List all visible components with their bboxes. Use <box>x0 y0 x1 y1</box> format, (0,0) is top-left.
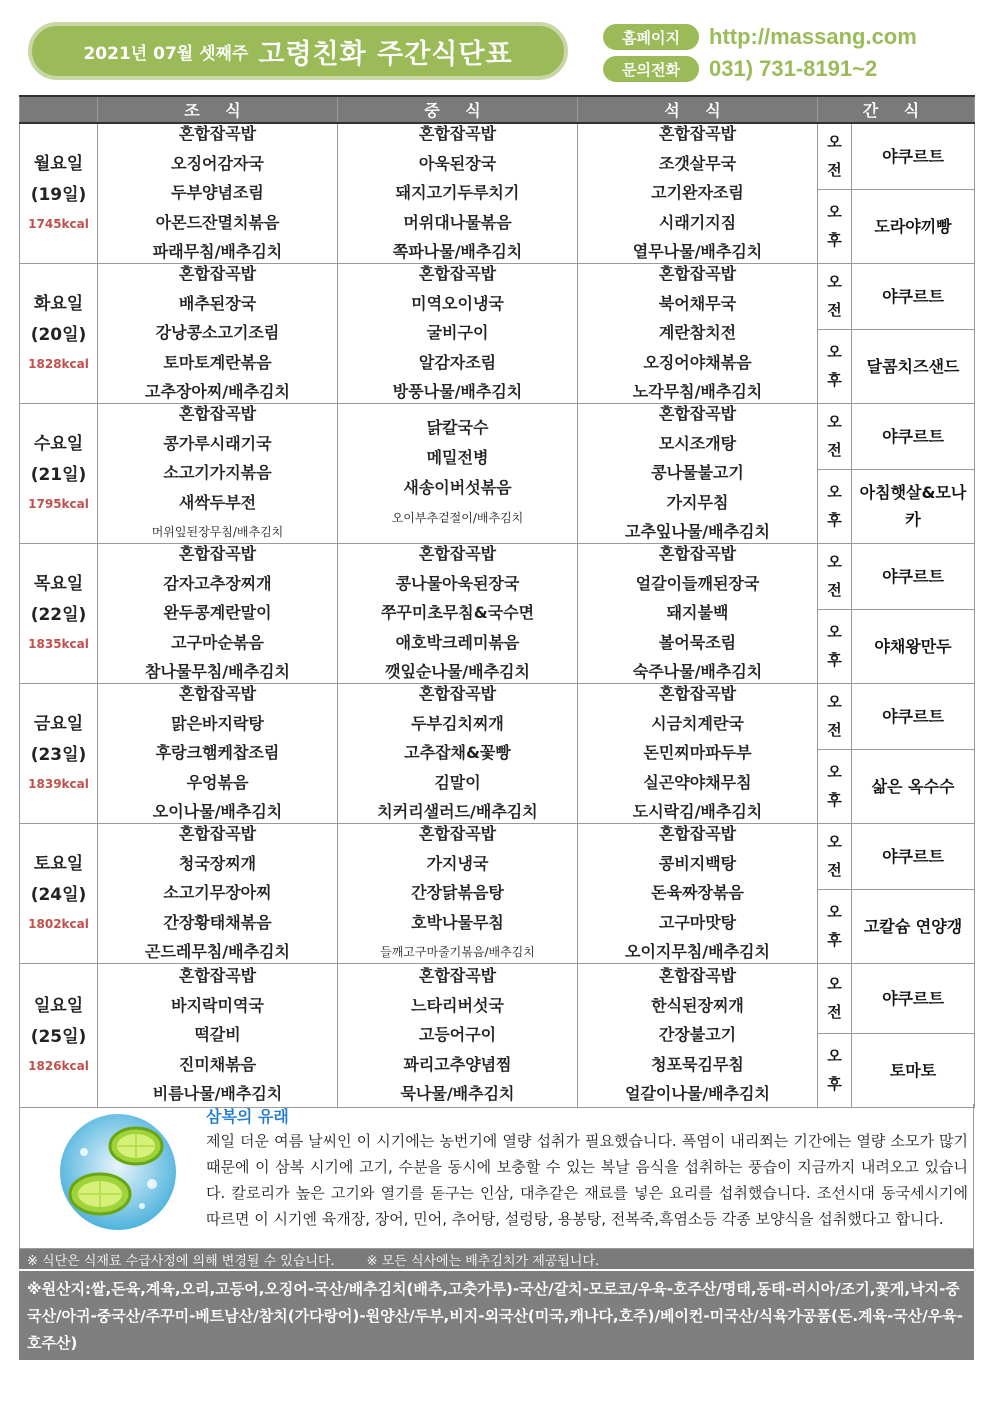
menu-item: 고기완자조림 <box>651 183 744 203</box>
menu-item: 새싹두부전 <box>178 492 257 512</box>
dinner-cell <box>578 543 818 683</box>
menu-item: 혼합잡곡밥 <box>658 404 737 423</box>
menu-item: 혼합잡곡밥 <box>658 544 737 563</box>
time-label-pm: 오 후 <box>818 609 852 683</box>
menu-item: 혼합잡곡밥 <box>178 824 257 843</box>
menu-item: 혼합잡곡밥 <box>178 966 257 985</box>
day-date: (24일) <box>30 885 87 905</box>
time-label-am: 오 전 <box>818 963 852 1033</box>
menu-item: 고구마순볶음 <box>171 632 264 652</box>
lunch-menu <box>338 544 577 682</box>
menu-item: 북어채무국 <box>658 293 737 313</box>
menu-item: 간장불고기 <box>658 1025 737 1044</box>
lunch-cell <box>338 543 578 683</box>
snack-am: 야쿠르트 <box>852 963 975 1033</box>
day-date: (19일) <box>30 185 87 206</box>
breakfast-cell <box>98 263 338 403</box>
menu-item: 혼합잡곡밥 <box>418 544 497 563</box>
menu-item: 맑은바지락탕 <box>171 713 264 733</box>
dinner-menu <box>578 684 817 822</box>
lunch-menu <box>338 264 577 402</box>
menu-item: 혼합잡곡밥 <box>418 824 497 843</box>
menu-item: 콩가루시래기국 <box>163 433 272 453</box>
menu-item: 쭈꾸미초무침&국수면 <box>380 603 535 622</box>
dinner-cell <box>578 823 818 963</box>
menu-item: 치커리샐러드/배추김치 <box>377 802 538 821</box>
menu-item: 혼합잡곡밥 <box>418 684 497 703</box>
day-date: (22일) <box>30 605 87 625</box>
snack-pm: 아침햇살&모나카 <box>852 469 975 543</box>
menu-item: 고추잎나물/배추김치 <box>625 522 770 541</box>
day-name: 수요일 <box>33 434 84 454</box>
menu-item: 고구마맛탕 <box>658 912 737 932</box>
lunch-cell <box>338 683 578 823</box>
lunch-cell <box>338 963 578 1107</box>
snack-am: 야쿠르트 <box>852 543 975 609</box>
menu-item: 묵나물/배추김치 <box>400 1084 515 1103</box>
day-cell <box>20 263 98 403</box>
menu-item: 진미채볶음 <box>178 1054 257 1074</box>
menu-item: 바지락미역국 <box>171 995 264 1015</box>
menu-item: 김말이 <box>434 772 481 792</box>
menu-item: 호박나물무침 <box>411 912 504 932</box>
breakfast-menu <box>98 544 337 682</box>
header-snack: 간 식 <box>818 96 975 123</box>
menu-item: 콩비지백탕 <box>658 853 737 873</box>
menu-item: 비름나물/배추김치 <box>152 1084 283 1103</box>
menu-body <box>20 123 975 1107</box>
menu-item: 우엉볶음 <box>186 772 249 792</box>
lunch-cell <box>338 403 578 543</box>
lunch-cell <box>338 263 578 403</box>
phone-label: 문의전화 <box>603 56 699 82</box>
menu-item: 얼갈이나물/배추김치 <box>625 1084 770 1103</box>
day-row <box>20 963 975 1033</box>
day-cell <box>20 963 98 1107</box>
day-date: (23일) <box>30 745 87 765</box>
day-row <box>20 263 975 329</box>
menu-item: 혼합잡곡밥 <box>178 544 257 563</box>
menu-item: 완두콩계란말이 <box>163 603 272 622</box>
snack-am: 야쿠르트 <box>852 263 975 329</box>
menu-item: 실곤약야채무침 <box>643 772 752 792</box>
day-cell <box>20 543 98 683</box>
day-name: 목요일 <box>33 574 84 594</box>
time-label-am: 오 전 <box>818 683 852 749</box>
lunch-cell <box>338 823 578 963</box>
menu-item: 혼합잡곡밥 <box>658 124 737 144</box>
menu-item: 아욱된장국 <box>418 153 497 173</box>
breakfast-menu <box>98 966 337 1104</box>
menu-item: 가지무침 <box>666 492 729 512</box>
menu-item: 도시락김/배추김치 <box>632 802 763 821</box>
menu-item: 조갯살무국 <box>658 153 737 173</box>
menu-item: 애호박크레미볶음 <box>395 632 520 652</box>
day-kcal: 1745kcal <box>28 217 89 232</box>
breakfast-cell <box>98 403 338 543</box>
day-name: 화요일 <box>33 294 84 314</box>
phone-number: 031) 731-8191~2 <box>709 56 878 81</box>
snack-pm: 야채왕만두 <box>852 609 975 683</box>
menu-item: 청국장찌개 <box>178 853 257 873</box>
info-title: 삼복의 유래 <box>206 1107 289 1126</box>
day-row <box>20 543 975 609</box>
menu-item: 오징어야채볶음 <box>643 352 752 372</box>
day-name: 금요일 <box>33 714 84 734</box>
breakfast-cell <box>98 123 338 263</box>
origin-info: ※원산지:쌀,돈육,계육,오리,고등어,오징어-국산/배추김치(배추,고춧가루)-국산/갈치-모로코/우육-호주산/명태,동태-러시아/조기,꽃게,낙지-중국산/아귀-중국산/주꾸미-베트남산/참치(가다랑어)-원양산/두부,비지-외국산(미국,캐나다,호주)/베이컨-미국산/식육가공품(돈.계육-국산/우육-호주산) <box>19 1271 974 1360</box>
menu-item: 계란참치전 <box>658 323 737 342</box>
menu-item: 오이지무침/배추김치 <box>625 942 770 961</box>
menu-item: 소고기가지볶음 <box>163 463 272 482</box>
breakfast-cell <box>98 963 338 1107</box>
menu-item: 얼갈이들깨된장국 <box>635 573 760 593</box>
day-date: (21일) <box>30 465 87 485</box>
menu-item: 오이부추겉절이/배추김치 <box>391 511 524 525</box>
lime-illustration <box>48 1110 188 1234</box>
day-cell <box>20 123 98 263</box>
day-name: 일요일 <box>33 996 84 1016</box>
menu-item: 고추잡채&꽃빵 <box>404 743 511 762</box>
lunch-cell <box>338 123 578 263</box>
menu-item: 쪽파나물/배추김치 <box>392 242 523 262</box>
phone-row <box>603 56 877 82</box>
menu-item: 돈민찌마파두부 <box>643 743 752 762</box>
time-label-am: 오 전 <box>818 123 852 189</box>
breakfast-cell <box>98 683 338 823</box>
menu-item: 오징어감자국 <box>171 153 264 173</box>
menu-item: 가지냉국 <box>426 853 489 873</box>
lunch-menu <box>338 824 577 962</box>
breakfast-menu <box>98 824 337 962</box>
lunch-menu <box>338 404 577 542</box>
time-label-am: 오 전 <box>818 543 852 609</box>
menu-item: 고추장아찌/배추김치 <box>145 382 290 401</box>
menu-item: 느타리버섯국 <box>411 995 504 1015</box>
menu-item: 고등어구이 <box>418 1025 497 1044</box>
menu-item: 머위잎된장무침/배추김치 <box>151 525 284 539</box>
breakfast-cell <box>98 823 338 963</box>
header-lunch: 중 식 <box>338 96 578 123</box>
dinner-cell <box>578 963 818 1107</box>
notice-bar <box>19 1249 974 1269</box>
title-prefix: 2021년 07월 셋째주 <box>83 43 249 64</box>
menu-item: 미역오이냉국 <box>411 293 504 313</box>
day-kcal: 1835kcal <box>28 637 89 651</box>
menu-item: 청포묵김무침 <box>651 1054 744 1074</box>
menu-item: 떡갈비 <box>194 1025 241 1044</box>
dinner-cell <box>578 403 818 543</box>
menu-item: 방풍나물/배추김치 <box>392 382 523 401</box>
header-day <box>20 96 98 123</box>
snack-am: 야쿠르트 <box>852 683 975 749</box>
menu-item: 꽈리고추양념찜 <box>403 1054 512 1074</box>
time-label-am: 오 전 <box>818 823 852 889</box>
menu-item: 배추된장국 <box>178 293 257 313</box>
menu-item: 돼지고기두루치기 <box>395 183 520 203</box>
snack-pm: 고칼슘 연양갱 <box>852 889 975 963</box>
menu-item: 혼합잡곡밥 <box>178 404 257 423</box>
snack-am: 야쿠르트 <box>852 123 975 189</box>
time-label-pm: 오 후 <box>818 749 852 823</box>
dinner-menu <box>578 404 817 542</box>
menu-item: 한식된장찌개 <box>651 995 744 1015</box>
snack-pm: 토마토 <box>852 1033 975 1107</box>
day-date: (25일) <box>30 1027 87 1047</box>
menu-item: 간장황태채볶음 <box>163 912 272 932</box>
menu-item: 혼합잡곡밥 <box>178 684 257 703</box>
day-kcal: 1826kcal <box>28 1059 89 1073</box>
menu-item: 열무나물/배추김치 <box>632 242 763 262</box>
dinner-menu <box>578 966 817 1104</box>
menu-item: 혼합잡곡밥 <box>418 966 497 985</box>
day-cell <box>20 823 98 963</box>
lunch-menu <box>338 124 577 262</box>
snack-pm: 도라야끼빵 <box>852 189 975 263</box>
menu-item: 두부양념조림 <box>171 183 264 203</box>
menu-item: 두부김치찌개 <box>411 713 504 733</box>
menu-item: 닭칼국수 <box>426 418 489 437</box>
time-label-pm: 오 후 <box>818 189 852 263</box>
menu-item: 혼합잡곡밥 <box>418 124 497 144</box>
menu-item: 파래무침/배추김치 <box>152 242 283 262</box>
menu-item: 머위대나물볶음 <box>403 212 512 232</box>
homepage-link[interactable]: http://massang.com <box>709 24 917 49</box>
menu-item: 모시조개탕 <box>658 433 737 453</box>
time-label-pm: 오 후 <box>818 469 852 543</box>
menu-item: 혼합잡곡밥 <box>418 264 497 283</box>
breakfast-menu <box>98 404 337 542</box>
menu-item: 굴비구이 <box>426 323 489 342</box>
menu-item: 돈육짜장볶음 <box>651 883 744 902</box>
menu-item: 시금치계란국 <box>651 713 744 733</box>
info-box <box>19 1104 974 1249</box>
menu-item: 참나물무침/배추김치 <box>145 662 290 681</box>
day-name: 월요일 <box>33 154 84 175</box>
snack-am: 야쿠르트 <box>852 403 975 469</box>
menu-item: 돼지불백 <box>666 603 729 622</box>
info-text: 제일 더운 여름 날씨인 이 시기에는 농번기에 열량 섭취가 필요했습니다. 폭염이 내리쬐는 기간에는 열량 소모가 많기 때문에 이 삼복 시기에 고기, 수분을 동시에 보충할 수 있는 복날 음식을 섭취하는 풍습이 지금까지 내려오고 있습니다. 칼로리가 높은 고기와 열기를 돋구는 인삼, 대추같은 재료를 넣은 요리를 섭취했습니다. 조선시대 동국세시기에 따르면 이 시기엔 육개장, 장어, 민어, 추어탕, 설렁탕, 용봉탕, 전복죽,흑염소등 각종 보양식을 섭취했다고 합니다. <box>206 1132 968 1228</box>
menu-item: 강낭콩소고기조림 <box>155 323 280 342</box>
menu-item: 후랑크햄케찹조림 <box>155 743 280 762</box>
title-main: 고령친화 주간식단표 <box>258 38 513 70</box>
homepage-row <box>603 24 917 50</box>
day-kcal: 1839kcal <box>28 777 89 791</box>
menu-item: 메밀전병 <box>426 448 489 467</box>
day-kcal: 1802kcal <box>28 917 89 931</box>
breakfast-menu <box>98 124 337 262</box>
menu-item: 콩나물불고기 <box>651 463 744 482</box>
menu-item: 혼합잡곡밥 <box>178 264 257 283</box>
breakfast-menu <box>98 684 337 822</box>
dinner-cell <box>578 123 818 263</box>
day-cell <box>20 683 98 823</box>
homepage-label: 홈페이지 <box>603 24 699 50</box>
day-row <box>20 403 975 469</box>
time-label-am: 오 전 <box>818 403 852 469</box>
menu-item: 혼합잡곡밥 <box>658 824 737 843</box>
title-banner <box>28 22 568 80</box>
time-label-pm: 오 후 <box>818 1033 852 1107</box>
menu-item: 새송이버섯볶음 <box>403 478 512 497</box>
breakfast-menu <box>98 264 337 402</box>
menu-item: 알감자조림 <box>418 352 497 372</box>
menu-item: 시래기지짐 <box>658 212 737 232</box>
menu-item: 오이나물/배추김치 <box>152 802 283 821</box>
menu-item: 혼합잡곡밥 <box>178 124 257 144</box>
day-row <box>20 123 975 189</box>
lunch-menu <box>338 684 577 822</box>
menu-item: 감자고추장찌개 <box>163 573 272 593</box>
dinner-cell <box>578 263 818 403</box>
menu-item: 숙주나물/배추김치 <box>632 662 763 681</box>
menu-item: 들깨고구마줄기볶음/배추김치 <box>380 945 535 959</box>
menu-item: 콩나물아욱된장국 <box>395 573 520 593</box>
day-cell <box>20 403 98 543</box>
day-row <box>20 823 975 889</box>
dinner-menu <box>578 264 817 402</box>
menu-item: 소고기무장아찌 <box>163 883 272 902</box>
menu-item: 깻잎순나물/배추김치 <box>385 662 530 681</box>
dinner-menu <box>578 124 817 262</box>
time-label-pm: 오 후 <box>818 889 852 963</box>
day-row <box>20 683 975 749</box>
menu-item: 혼합잡곡밥 <box>658 684 737 703</box>
menu-item: 간장닭볶음탕 <box>411 883 504 902</box>
time-label-am: 오 전 <box>818 263 852 329</box>
menu-item: 볼어묵조림 <box>658 632 737 652</box>
time-label-pm: 오 후 <box>818 329 852 403</box>
menu-item: 아몬드잔멸치볶음 <box>155 212 280 232</box>
header-dinner: 석 식 <box>578 96 818 123</box>
day-name: 토요일 <box>33 854 84 874</box>
breakfast-cell <box>98 543 338 683</box>
dinner-cell <box>578 683 818 823</box>
day-kcal: 1828kcal <box>28 357 89 371</box>
day-kcal: 1795kcal <box>28 497 89 511</box>
menu-item: 혼합잡곡밥 <box>658 966 737 985</box>
snack-pm: 달콤치즈샌드 <box>852 329 975 403</box>
notice-substitution: ※ 식단은 식재료 수급사정에 의해 변경될 수 있습니다. <box>27 1253 335 1269</box>
header-breakfast: 조 식 <box>98 96 338 123</box>
table-header-row <box>20 96 975 123</box>
menu-table <box>19 95 975 1108</box>
menu-item: 혼합잡곡밥 <box>658 264 737 283</box>
snack-pm: 삶은 옥수수 <box>852 749 975 823</box>
lunch-menu <box>338 966 577 1104</box>
snack-am: 야쿠르트 <box>852 823 975 889</box>
menu-item: 노각무침/배추김치 <box>632 382 763 401</box>
dinner-menu <box>578 824 817 962</box>
menu-item: 토마토계란볶음 <box>163 352 272 372</box>
dinner-menu <box>578 544 817 682</box>
menu-item: 곤드레무침/배추김치 <box>145 942 290 961</box>
notice-kimchi: ※ 모든 식사에는 배추김치가 제공됩니다. <box>366 1253 600 1269</box>
day-date: (20일) <box>30 325 87 345</box>
